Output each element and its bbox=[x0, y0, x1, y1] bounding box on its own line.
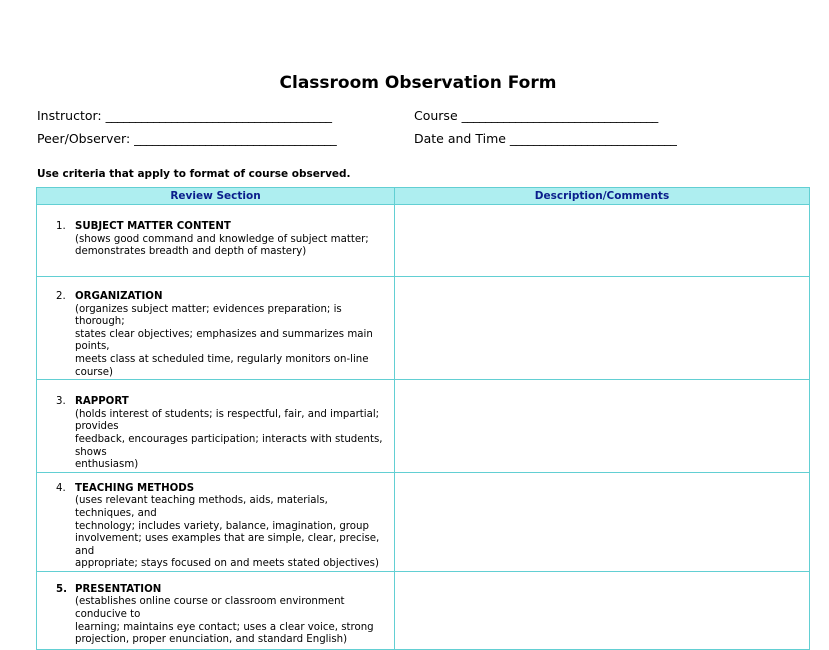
peer-observer-line[interactable]: __________________________________ bbox=[134, 131, 337, 146]
instructor-line[interactable]: ______________________________________ bbox=[105, 108, 332, 123]
table-row bbox=[37, 205, 810, 277]
item-description-line: demonstrates breadth and depth of mastery) bbox=[75, 246, 307, 258]
item-description-line: states clear objectives; emphasizes and summarizes main points, bbox=[75, 328, 373, 353]
comments-cell[interactable] bbox=[395, 277, 810, 380]
item-description-line: (holds interest of students; is respectful, fair, and impartial; provides bbox=[75, 408, 380, 433]
peer-observer-label: Peer/Observer: bbox=[37, 131, 131, 146]
item-number: 5. bbox=[56, 583, 67, 595]
course-field[interactable] bbox=[414, 108, 658, 123]
item-number: 4. bbox=[56, 482, 66, 494]
table-row bbox=[37, 380, 810, 473]
review-cell bbox=[37, 205, 395, 277]
instructor-label: Instructor: bbox=[37, 108, 102, 123]
course-line[interactable]: _________________________________ bbox=[461, 108, 658, 123]
item-heading: TEACHING METHODS bbox=[75, 482, 195, 494]
item-description-line: (uses relevant teaching methods, aids, materials, techniques, and bbox=[75, 495, 328, 519]
item-description-line: involvement; uses examples that are simple, clear, precise, and bbox=[75, 533, 380, 557]
item-heading: RAPPORT bbox=[75, 396, 129, 408]
review-cell bbox=[37, 380, 395, 473]
comments-cell[interactable] bbox=[395, 380, 810, 473]
item-description-line: projection, proper enunciation, and standard English) bbox=[75, 634, 348, 646]
instructor-field[interactable] bbox=[37, 108, 332, 123]
table-row bbox=[37, 571, 810, 649]
course-label: Course bbox=[414, 108, 458, 123]
item-description-line: appropriate; stays focused on and meets stated objectives) bbox=[75, 558, 379, 570]
item-description-line: (shows good command and knowledge of subject matter; bbox=[75, 233, 369, 245]
table-row bbox=[37, 277, 810, 380]
comments-cell[interactable] bbox=[395, 571, 810, 649]
item-description-line: feedback, encourages participation; interacts with students, shows bbox=[75, 433, 383, 458]
item-number: 3. bbox=[56, 396, 66, 408]
review-cell bbox=[37, 472, 395, 571]
item-heading: SUBJECT MATTER CONTENT bbox=[75, 221, 231, 232]
item-description-line: learning; maintains eye contact; uses a clear voice, strong bbox=[75, 621, 374, 633]
criteria-note: Use criteria that apply to format of course observed. bbox=[37, 168, 351, 180]
peer-observer-field[interactable] bbox=[37, 131, 336, 146]
form-title: Classroom Observation Form bbox=[279, 73, 557, 93]
review-cell bbox=[37, 277, 395, 380]
header-review-section: Review Section bbox=[37, 188, 395, 205]
item-heading: PRESENTATION bbox=[75, 583, 162, 595]
item-description-line: meets class at scheduled time, regularly monitors on-line course) bbox=[75, 353, 369, 378]
item-description-line: (organizes subject matter; evidences preparation; is thorough; bbox=[75, 303, 342, 328]
observation-table bbox=[36, 187, 810, 650]
item-description-line: (establishes online course or classroom environment conducive to bbox=[75, 596, 345, 621]
item-description-line: technology; includes variety, balance, imagination, group bbox=[75, 520, 369, 532]
item-number: 2. bbox=[56, 291, 66, 302]
table-row bbox=[37, 472, 810, 571]
review-cell bbox=[37, 571, 395, 649]
date-time-field[interactable] bbox=[414, 131, 677, 146]
header-description-comments: Description/Comments bbox=[395, 188, 810, 205]
date-time-line[interactable]: ____________________________ bbox=[509, 131, 677, 146]
table-header-row bbox=[37, 188, 810, 205]
comments-cell[interactable] bbox=[395, 205, 810, 277]
item-heading: ORGANIZATION bbox=[75, 291, 163, 302]
comments-cell[interactable] bbox=[395, 472, 810, 571]
date-time-label: Date and Time bbox=[414, 131, 506, 146]
item-description-line: enthusiasm) bbox=[75, 459, 139, 471]
item-number: 1. bbox=[56, 221, 66, 232]
